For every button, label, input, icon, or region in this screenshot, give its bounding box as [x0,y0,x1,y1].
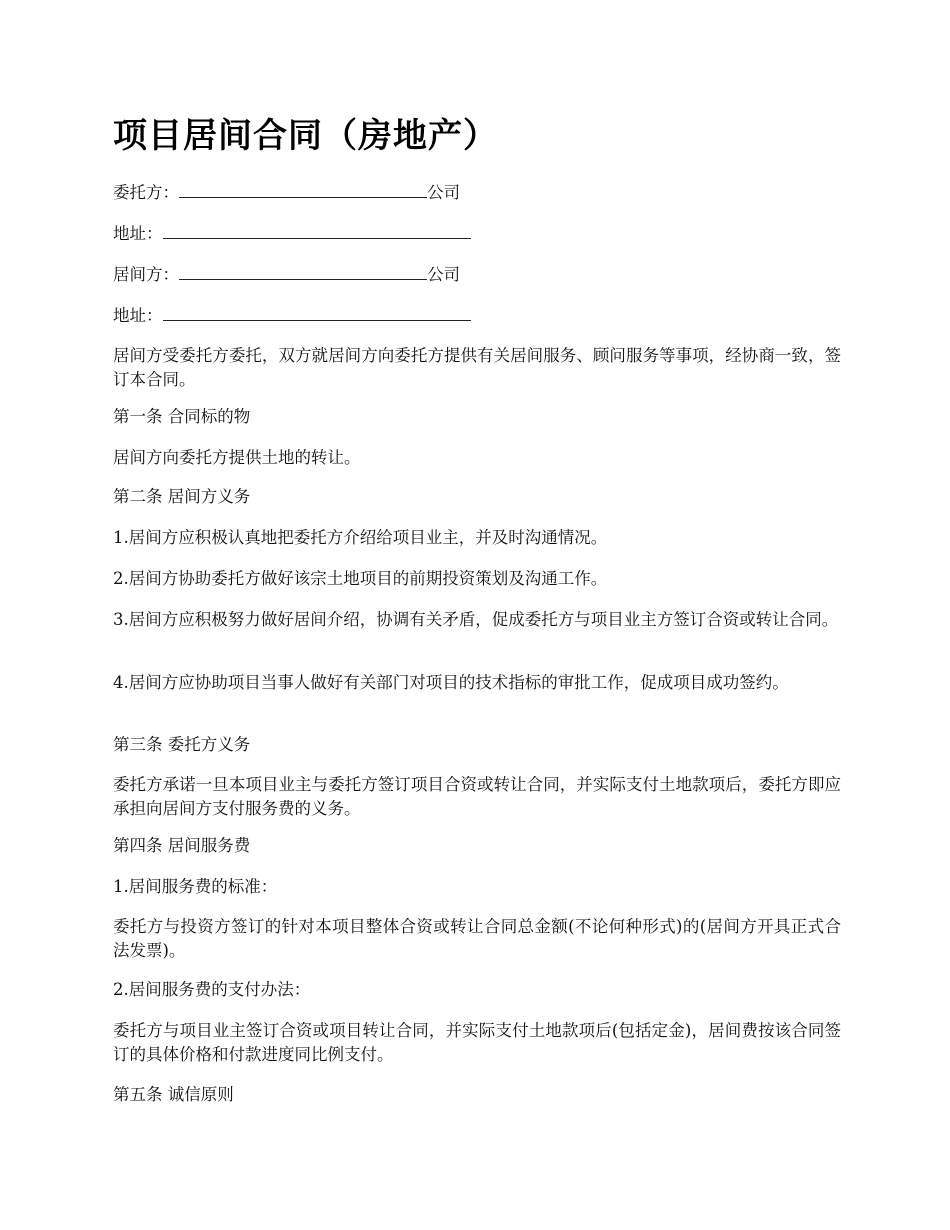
field-label: 地址： [113,224,163,243]
list-item: 4.居间方应协助项目当事人做好有关部门对项目的技术指标的审批工作，促成项目成功签约。 [113,673,789,692]
client-name-field [113,180,841,205]
article-heading: 第三条 委托方义务 [113,735,251,754]
body-paragraph: 委托方与项目业主签订合资或项目转让合同，并实际支付土地款项后(包括定金)，居间费按该合同签订的具体价格和付款进度同比例支付。 [113,1021,841,1064]
document-title: 项目居间合同（房地产） [113,116,498,156]
broker-name-field [113,262,841,287]
list-item: 1.居间服务费的标准： [113,877,278,896]
preamble-paragraph: 居间方受委托方委托，双方就居间方向委托方提供有关居间服务、顾问服务等事项，经协商一致，签订本合同。 [113,346,841,389]
article-heading: 第二条 居间方义务 [113,487,251,506]
broker-address-field [113,303,841,328]
client-address-field [113,221,841,246]
field-suffix: 公司 [427,265,460,284]
list-item: 3.居间方应积极努力做好居间介绍，协调有关矛盾，促成委托方与项目业主方签订合资或转让合同。 [113,610,839,629]
body-paragraph: 委托方承诺一旦本项目业主与委托方签订项目合资或转让合同，并实际支付土地款项后，委托方即应承担向居间方支付服务费的义务。 [113,775,841,818]
body-paragraph: 委托方与投资方签订的针对本项目整体合资或转让合同总金额(不论何种形式)的(居间方开具正式合法发票)。 [113,917,841,960]
article-heading: 第一条 合同标的物 [113,407,251,426]
article-heading: 第四条 居间服务费 [113,836,251,855]
list-item: 2.居间服务费的支付办法： [113,980,311,999]
fill-in-blank [163,303,471,321]
article-heading: 第五条 诚信原则 [113,1085,234,1104]
fill-in-blank [179,262,427,280]
field-suffix: 公司 [427,183,460,202]
field-label: 地址： [113,306,163,325]
body-paragraph: 居间方向委托方提供土地的转让。 [113,448,361,467]
fill-in-blank [179,180,427,198]
list-item: 1.居间方应积极认真地把委托方介绍给项目业主，并及时沟通情况。 [113,528,608,547]
fill-in-blank [163,221,471,239]
list-item: 2.居间方协助委托方做好该宗土地项目的前期投资策划及沟通工作。 [113,569,608,588]
field-label: 委托方： [113,183,179,202]
field-label: 居间方： [113,265,179,284]
